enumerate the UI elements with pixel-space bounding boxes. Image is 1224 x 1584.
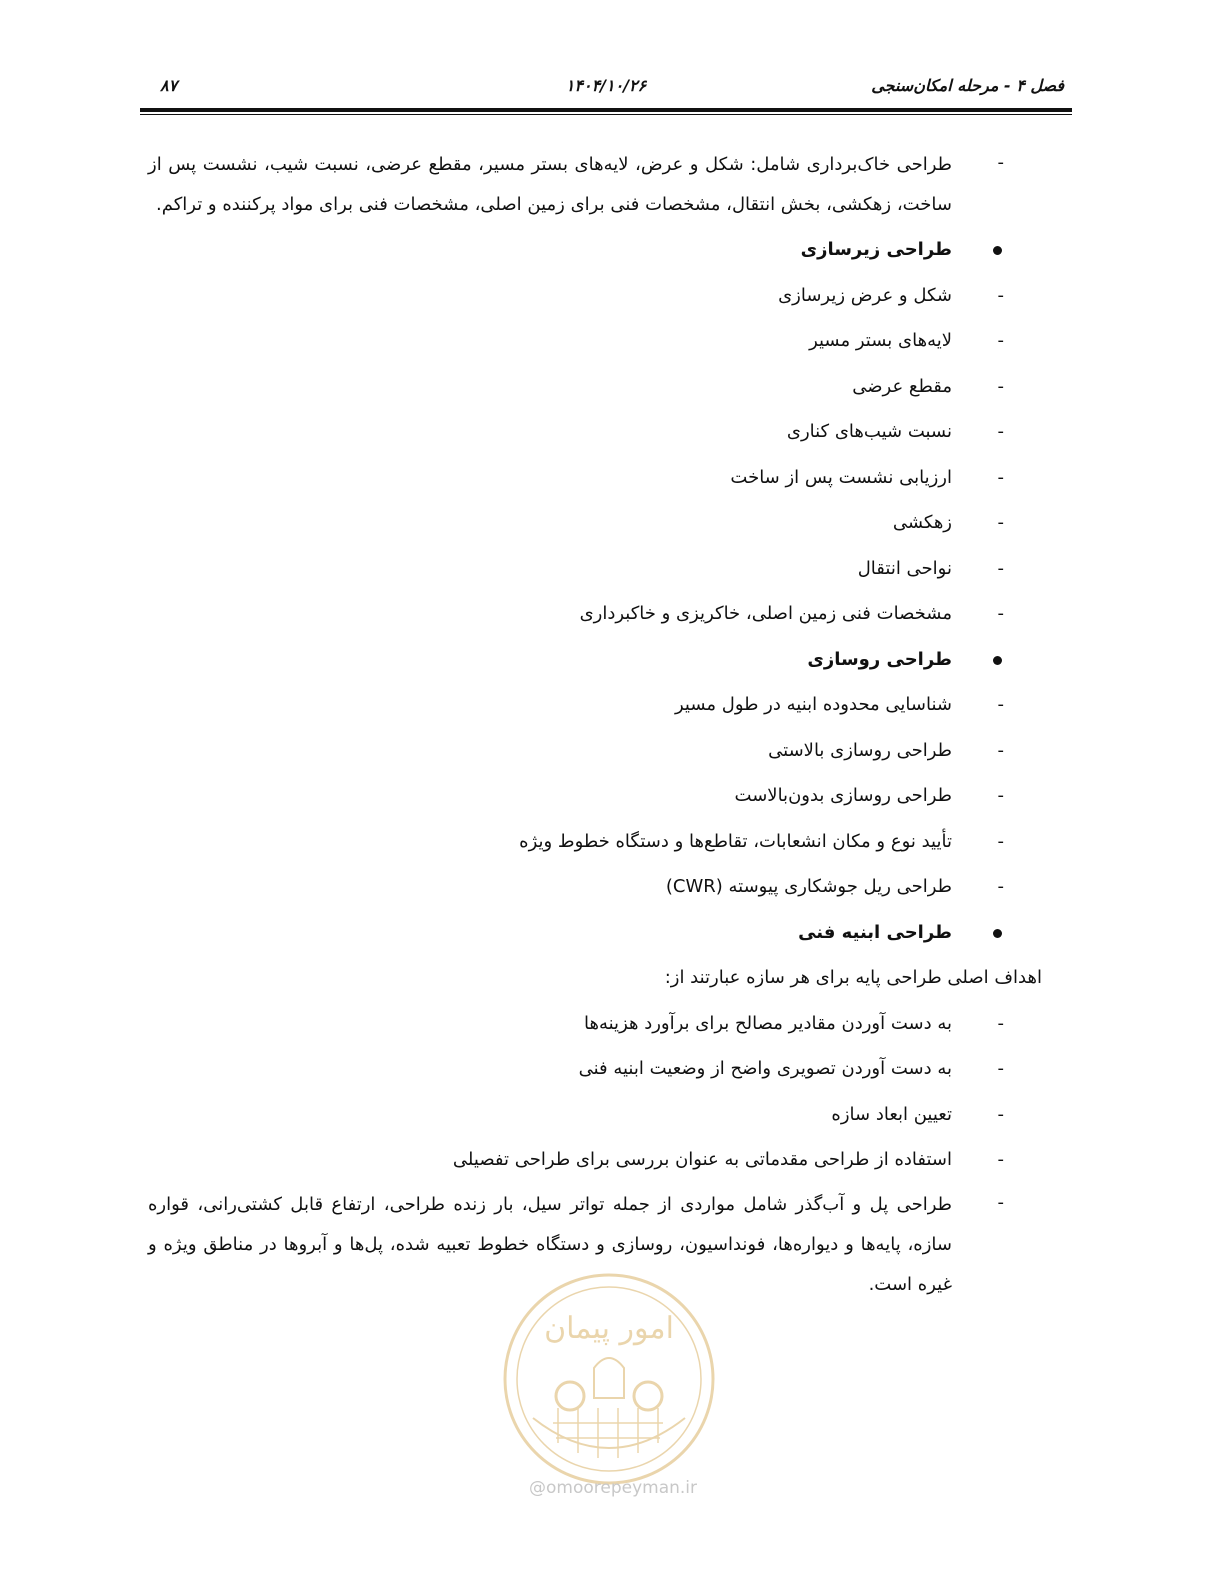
list-item bbox=[148, 1137, 1072, 1183]
list-item-text: نسبت شیب‌های کناری bbox=[786, 421, 952, 442]
list-item-text: نواحی انتقال bbox=[857, 557, 952, 579]
list-item bbox=[148, 1046, 1072, 1092]
list-item bbox=[148, 728, 1072, 774]
list-item-text: لایه‌های بستر مسیر bbox=[809, 330, 952, 351]
list-item-text: به دست آوردن مقادیر مصالح برای برآورد هزینه‌ها bbox=[584, 1012, 952, 1034]
list-item bbox=[148, 819, 1072, 865]
list-item-text: طراحی خاک‌برداری شامل: شکل و عرض، لایه‌های بستر مسیر، مقطع عرضی، نسبت شیب، نشست پس از ساخت، زهکشی، بخش انتقال، مشخصات فنی برای زمین اصلی، مشخصات فنی برای مواد پرکننده و تراکم. bbox=[148, 154, 952, 215]
list-item bbox=[148, 409, 1072, 455]
list-item bbox=[148, 318, 1072, 364]
list-item-text: طراحی روسازی بدون‌بالاست bbox=[734, 785, 952, 806]
chapter-title: فصل ۴ - مرحله امکان‌سنجی bbox=[871, 76, 1064, 95]
dash-marker: - bbox=[997, 1103, 1004, 1125]
dash-marker: - bbox=[997, 557, 1004, 579]
list-item bbox=[148, 864, 1072, 910]
list-item bbox=[148, 546, 1072, 592]
list-item-text: طراحی پل و آب‌گذر شامل مواردی از جمله تواتر سیل، بار زنده طراحی، ارتفاع قابل کشتی‌رانی، قواره سازه، پایه‌ها و دیواره‌ها، فونداسیون، روسازی و دستگاه خطوط تعبیه شده، پل‌ها و آبروها در مناطق ویژه و غیره است. bbox=[148, 1193, 952, 1295]
heading-text: طراحی روسازی bbox=[807, 648, 952, 670]
list-item-text: شناسایی محدوده ابنیه در طول مسیر bbox=[674, 694, 952, 715]
structures-paragraph: اهداف اصلی طراحی پایه برای هر سازه عبارتند از: bbox=[664, 967, 1042, 988]
dash-marker: - bbox=[997, 876, 1004, 897]
watermark-site: @omoorepeyman.ir bbox=[528, 1478, 698, 1498]
section-heading-superstructure bbox=[140, 637, 1072, 683]
list-item bbox=[148, 682, 1072, 728]
watermark-logo-text: امور پیمان bbox=[544, 1311, 674, 1346]
page-header bbox=[140, 76, 1072, 104]
bullet-icon bbox=[993, 246, 1002, 255]
header-date: ۱۴۰۴/۱۰/۲۶ bbox=[565, 76, 647, 95]
list-item bbox=[148, 1001, 1072, 1047]
dash-marker: - bbox=[997, 603, 1004, 624]
list-item-text: مشخصات فنی زمین اصلی، خاکریزی و خاکبرداری bbox=[579, 603, 952, 624]
list-item-text: استفاده از طراحی مقدماتی به عنوان بررسی برای طراحی تفصیلی bbox=[452, 1149, 952, 1170]
heading-text: طراحی زیرسازی bbox=[800, 239, 952, 260]
header-rule-thick bbox=[140, 108, 1072, 112]
list-item bbox=[148, 143, 1072, 227]
bullet-icon bbox=[993, 929, 1002, 938]
section-heading-structures bbox=[140, 910, 1072, 956]
list-item bbox=[148, 773, 1072, 819]
list-item-text: مقطع عرضی bbox=[852, 375, 952, 397]
dash-marker: - bbox=[997, 152, 1004, 173]
list-item-text: به دست آوردن تصویری واضح از وضعیت ابنیه فنی bbox=[578, 1058, 952, 1079]
dash-marker: - bbox=[997, 284, 1004, 306]
list-item-text: زهکشی bbox=[892, 512, 952, 533]
dash-marker: - bbox=[997, 1012, 1004, 1034]
section-heading-substructure bbox=[140, 227, 1072, 273]
dash-marker: - bbox=[997, 375, 1004, 397]
dash-marker: - bbox=[997, 1058, 1004, 1079]
list-item bbox=[148, 1092, 1072, 1138]
page-number: ۸۷ bbox=[160, 76, 178, 95]
list-item bbox=[148, 273, 1072, 319]
list-item-text: ارزیابی نشست پس از ساخت bbox=[730, 466, 952, 488]
list-item bbox=[148, 591, 1072, 637]
header-rule-thin bbox=[140, 114, 1072, 115]
dash-marker: - bbox=[997, 785, 1004, 806]
watermark-logo-icon bbox=[498, 1268, 720, 1490]
list-item-text: تعیین ابعاد سازه bbox=[831, 1103, 952, 1125]
dash-marker: - bbox=[997, 739, 1004, 761]
dash-marker: - bbox=[997, 1191, 1004, 1213]
dash-marker: - bbox=[997, 694, 1004, 715]
dash-marker: - bbox=[997, 466, 1004, 488]
list-item bbox=[148, 455, 1072, 501]
bullet-icon bbox=[993, 656, 1002, 665]
heading-text: طراحی ابنیه فنی bbox=[798, 921, 952, 943]
list-item-text: شکل و عرض زیرسازی bbox=[778, 284, 952, 306]
dash-marker: - bbox=[997, 1149, 1004, 1170]
dash-marker: - bbox=[997, 512, 1004, 533]
list-item bbox=[148, 364, 1072, 410]
list-item bbox=[148, 500, 1072, 546]
page-body bbox=[140, 143, 1072, 1307]
list-item-text: تأیید نوع و مکان انشعابات، تقاطع‌ها و دستگاه خطوط ویژه bbox=[519, 830, 952, 852]
list-item-text: طراحی روسازی بالاستی bbox=[768, 739, 952, 761]
list-item-text: طراحی ریل جوشکاری پیوسته (CWR) bbox=[665, 876, 952, 897]
dash-marker: - bbox=[997, 330, 1004, 351]
dash-marker: - bbox=[997, 830, 1004, 852]
dash-marker: - bbox=[997, 421, 1004, 442]
